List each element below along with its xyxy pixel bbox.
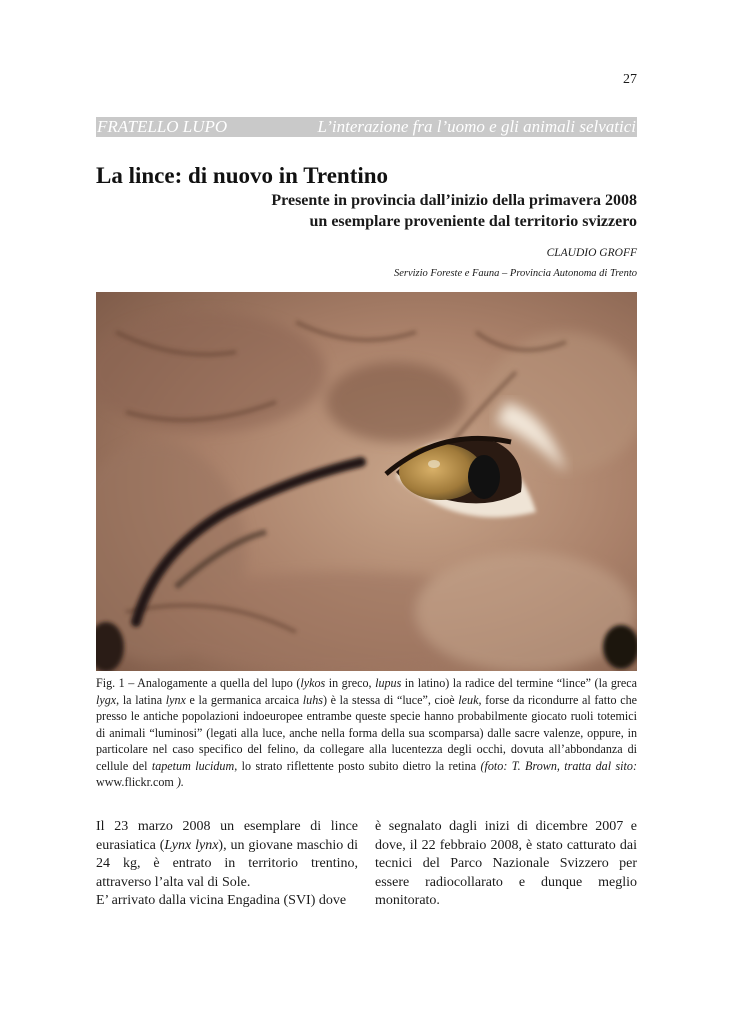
author-affiliation: Servizio Foreste e Fauna – Provincia Autonoma di Trento bbox=[393, 268, 637, 279]
figure-caption: Fig. 1 – Analogamente a quella del lupo (lykos in greco, lupus in latino) la radice del termine “lince” (la greca lygx, la latina lynx e la germanica arcaica luhs) è la stessa di “luce”, cioè leuk, forse da ricondurre al fatto che presso le antiche popolazioni indoeuropee entrambe queste specie hanno probabilmente giocato ruoli totemici di animali “luminosi” (legati alla luce, anche nella forma della sua scomparsa) dalle sacre valenze, oppure, in particolare nel caso specifico del felino, da collegare alla lucentezza degli occhi, dovuta all’abbondanza di cellule del tapetum lucidum, lo strato riflettente posto subito dietro la retina (foto: T. Brown, tratta dal sito: www.flickr.com ). bbox=[96, 676, 637, 789]
body-column-right bbox=[375, 818, 637, 911]
subtitle-line-1: Presente in provincia dall’inizio della primavera 2008 bbox=[271, 192, 637, 209]
subtitle-line-2: un esemplare proveniente dal territorio svizzero bbox=[309, 213, 637, 230]
lynx-eye-photo bbox=[96, 292, 637, 671]
body-paragraph: Il 23 marzo 2008 un esemplare di lince eurasiatica (Lynx lynx), un giovane maschio di 24 kg, è entrato in territorio trentino, attraverso l’alta val di Sole. bbox=[96, 819, 358, 890]
lynx-eye-illustration bbox=[96, 292, 637, 671]
body-column-left bbox=[96, 818, 358, 911]
body-paragraph: è segnalato dagli inizi di dicembre 2007 e dove, il 22 febbraio 2008, è stato catturato dai tecnici del Parco Nazionale Svizzero per essere radiocollarato e dunque meglio monitorato. bbox=[375, 819, 637, 908]
article-title: La lince: di nuovo in Trentino bbox=[96, 163, 389, 188]
header-series-title: L’interazione fra l’uomo e gli animali selvatici bbox=[317, 117, 636, 136]
body-paragraph: E’ arrivato dalla vicina Engadina (SVI) dove bbox=[96, 893, 347, 908]
article-subtitle bbox=[271, 190, 637, 232]
author-name: CLAUDIO GROFF bbox=[546, 247, 637, 259]
running-header bbox=[96, 117, 637, 137]
page-number: 27 bbox=[623, 72, 637, 87]
header-section-label: FRATELLO LUPO bbox=[97, 117, 228, 136]
